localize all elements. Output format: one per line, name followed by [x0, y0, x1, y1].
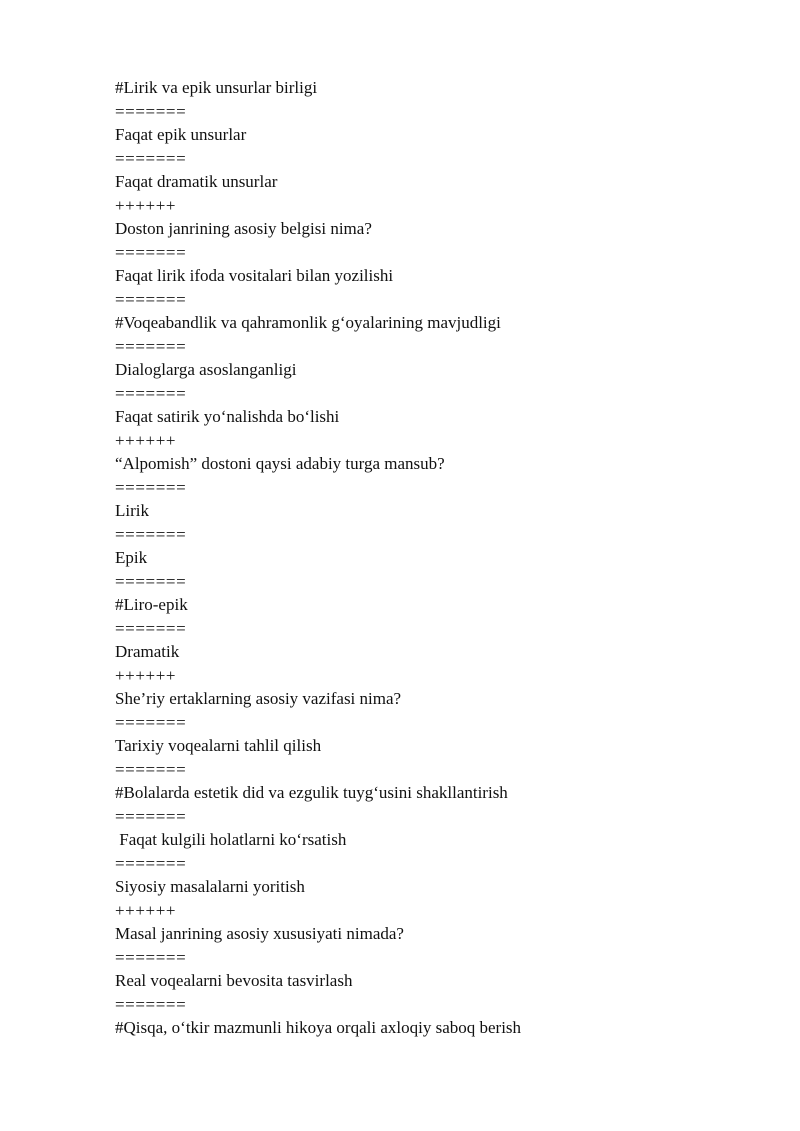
separator-line: ======= — [115, 853, 187, 873]
answer-option-line: Faqat satirik yo‘nalishda bo‘lishi — [115, 407, 340, 426]
separator-line: ======= — [115, 618, 187, 638]
separator-line: ======= — [115, 101, 187, 121]
document-body — [115, 76, 735, 1040]
question-line: Doston janrining asosiy belgisi nima? — [115, 219, 372, 238]
separator-line: ======= — [115, 242, 187, 262]
answer-option-line: Lirik — [115, 501, 149, 520]
separator-line: ======= — [115, 336, 187, 356]
separator-line: ======= — [115, 759, 187, 779]
separator-line: ======= — [115, 148, 187, 168]
separator-line: ======= — [115, 806, 187, 826]
question-line: Masal janrining asosiy xususiyati nimada? — [115, 924, 404, 943]
answer-option-line: #Lirik va epik unsurlar birligi — [115, 78, 318, 97]
separator-line: ======= — [115, 289, 187, 309]
answer-option-line: Faqat epik unsurlar — [115, 125, 247, 144]
separator-line: ======= — [115, 712, 187, 732]
answer-option-line: #Liro-epik — [115, 595, 188, 614]
separator-line: ++++++ — [115, 195, 177, 215]
separator-line: ======= — [115, 571, 187, 591]
answer-option-line: Epik — [115, 548, 148, 567]
separator-line: ======= — [115, 383, 187, 403]
answer-option-line: Tarixiy voqealarni tahlil qilish — [115, 736, 322, 755]
answer-option-line: Dramatik — [115, 642, 180, 661]
separator-line: ======= — [115, 524, 187, 544]
separator-line: ++++++ — [115, 430, 177, 450]
answer-option-line: Faqat dramatik unsurlar — [115, 172, 278, 191]
question-line: “Alpomish” dostoni qaysi adabiy turga mansub? — [115, 454, 445, 473]
separator-line: ======= — [115, 947, 187, 967]
separator-line: ++++++ — [115, 900, 177, 920]
answer-option-line: #Bolalarda estetik did va ezgulik tuyg‘usini shakllantirish — [115, 783, 508, 802]
separator-line: ======= — [115, 994, 187, 1014]
answer-option-line: #Qisqa, o‘tkir mazmunli hikoya orqali axloqiy saboq berish — [115, 1018, 522, 1037]
question-line: She’riy ertaklarning asosiy vazifasi nima? — [115, 689, 402, 708]
answer-option-line: Faqat lirik ifoda vositalari bilan yozilishi — [115, 266, 394, 285]
answer-option-line: Faqat kulgili holatlarni ko‘rsatish — [115, 830, 347, 849]
answer-option-line: Real voqealarni bevosita tasvirlash — [115, 971, 353, 990]
separator-line: ++++++ — [115, 665, 177, 685]
separator-line: ======= — [115, 477, 187, 497]
answer-option-line: Dialoglarga asoslanganligi — [115, 360, 297, 379]
answer-option-line: Siyosiy masalalarni yoritish — [115, 877, 305, 896]
answer-option-line: #Voqeabandlik va qahramonlik g‘oyalarining mavjudligi — [115, 313, 501, 332]
